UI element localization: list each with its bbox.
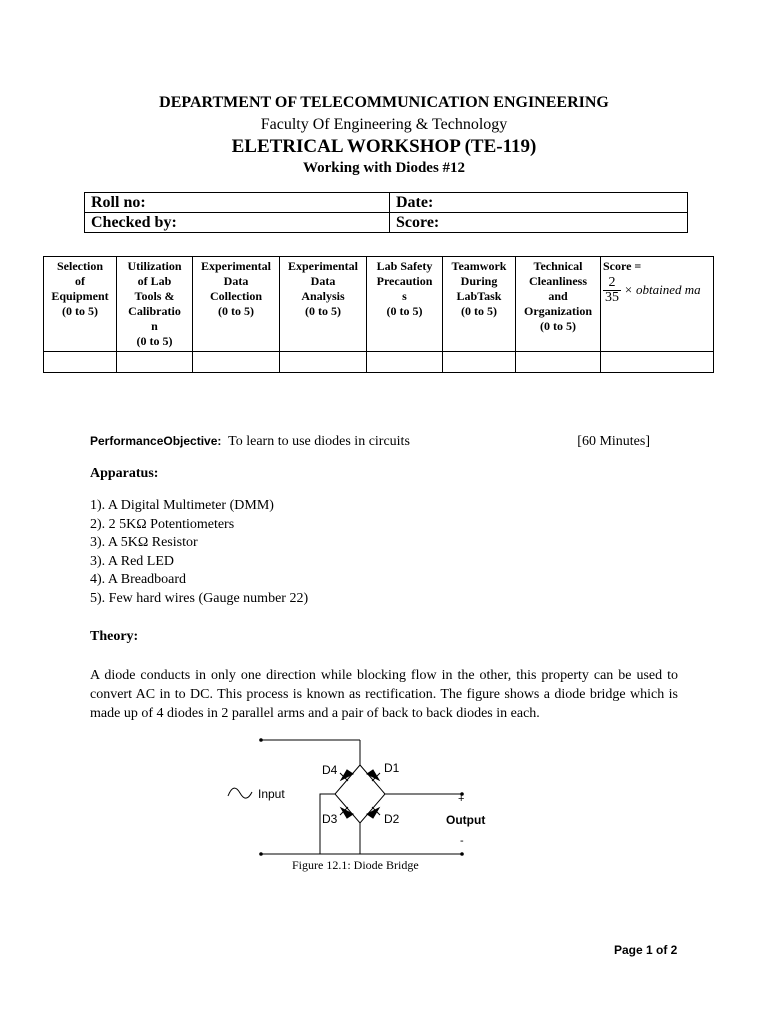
rubric-header-row [44, 257, 714, 352]
rubric-blank-cell[interactable] [601, 352, 714, 373]
rubric-criterion-line: Data [310, 274, 336, 288]
rubric-criterion-line: Technical [533, 259, 583, 273]
date-field: Date: [390, 193, 688, 213]
label-output: Output [446, 813, 486, 827]
score-expression: × obtained ma [624, 282, 701, 297]
score-numerator: 2 [603, 276, 621, 291]
rubric-criterion-line: (0 to 5) [461, 304, 497, 318]
rubric-blank-cell[interactable] [193, 352, 280, 373]
rubric-criterion-header [516, 257, 601, 352]
rubric-blank-cell[interactable] [367, 352, 443, 373]
label-plus: + [458, 793, 465, 805]
rubric-criterion-line: Precaution [376, 274, 433, 288]
diode-d1-icon [367, 770, 380, 781]
score-denominator: 35 [605, 290, 619, 305]
rubric-criterion-line: Experimental [201, 259, 271, 273]
roll-no-field: Roll no: [85, 193, 390, 213]
theory-heading: Theory: [90, 629, 139, 644]
label-d3: D3 [322, 812, 338, 826]
rubric-criterion-header [44, 257, 117, 352]
figure-caption: Figure 12.1: Diode Bridge [292, 858, 419, 872]
rubric-criterion-line: Data [223, 274, 249, 288]
rubric-blank-row [44, 352, 714, 373]
objective-label: PerformanceObjective: [90, 434, 222, 448]
faculty-title: Faculty Of Engineering & Technology [260, 116, 508, 133]
info-table [84, 192, 688, 233]
apparatus-item: 1). A Digital Multimeter (DMM) [90, 498, 274, 513]
label-d4: D4 [322, 763, 338, 777]
rubric-criterion-line: Lab Safety [376, 259, 433, 273]
rubric-criterion-line: Collection [210, 289, 262, 303]
apparatus-item: 4). A Breadboard [90, 572, 187, 587]
rubric-blank-cell[interactable] [516, 352, 601, 373]
apparatus-heading: Apparatus: [90, 466, 159, 481]
department-title: DEPARTMENT OF TELECOMMUNICATION ENGINEERING [159, 94, 609, 111]
apparatus-item: 2). 2 5KΩ Potentiometers [90, 516, 235, 532]
rubric-criterion-line: (0 to 5) [305, 304, 341, 318]
rubric-blank-cell[interactable] [44, 352, 117, 373]
score-fraction [603, 276, 621, 305]
rubric-blank-cell[interactable] [443, 352, 516, 373]
rubric-criterion-line: (0 to 5) [386, 304, 423, 318]
score-field: Score: [390, 213, 688, 233]
rubric-criterion-line: Cleanliness [528, 274, 587, 288]
lab-title: Working with Diodes #12 [302, 160, 466, 176]
diode-d3-icon [340, 807, 353, 818]
score-label: Score = [603, 259, 642, 273]
rubric-criterion-line: Calibratio [128, 304, 181, 318]
rubric-table [43, 256, 714, 373]
course-title: ELETRICAL WORKSHOP (TE-119) [231, 136, 537, 157]
rubric-criterion-line: s [402, 289, 407, 303]
rubric-criterion-line: of [75, 274, 85, 288]
label-input: Input [258, 787, 285, 801]
page-number: Page 1 of 2 [614, 943, 678, 957]
diode-bridge-figure [220, 730, 520, 860]
rubric-criterion-line: of Lab [137, 274, 172, 288]
rubric-criterion-line: Utilization [127, 259, 182, 273]
rubric-criterion-line: Teamwork [451, 259, 507, 273]
rubric-score-header [601, 257, 714, 352]
rubric-criterion-header [117, 257, 193, 352]
rubric-criterion-line: Organization [524, 304, 592, 318]
rubric-criterion-line: (0 to 5) [62, 304, 98, 318]
rubric-criterion-line: (0 to 5) [218, 304, 254, 318]
apparatus-item: 3). A 5KΩ Resistor [90, 535, 198, 550]
rubric-criterion-line: During [460, 274, 498, 288]
objective-text: To learn to use diodes in circuits [228, 434, 410, 449]
rubric-criterion-header [443, 257, 516, 352]
label-minus: - [460, 835, 464, 847]
theory-paragraph: A diode conducts in only one direction while blocking flow in the other, this property can be used to convert AC in to DC. This process is known as rectification. The figure shows a diode bridge which is made up of 4 diodes in 2 parallel arms and a pair of back to back diodes in each. [90, 668, 678, 721]
rubric-blank-cell[interactable] [280, 352, 367, 373]
rubric-criterion-line: Tools & [134, 289, 175, 303]
rubric-criterion-line: LabTask [456, 289, 502, 303]
rubric-criterion-line: (0 to 5) [540, 319, 576, 333]
rubric-criterion-line: Analysis [301, 289, 345, 303]
rubric-criterion-line: (0 to 5) [136, 334, 173, 348]
apparatus-item: 3). A Red LED [90, 553, 174, 569]
diode-d4-icon [340, 770, 353, 781]
rubric-criterion-header [367, 257, 443, 352]
rubric-criterion-header [193, 257, 280, 352]
diode-d2-icon [367, 807, 380, 818]
label-d1: D1 [384, 761, 400, 775]
objective-duration: [60 Minutes] [577, 434, 650, 449]
performance-objective [90, 434, 690, 450]
rubric-criterion-header [280, 257, 367, 352]
label-d2: D2 [384, 812, 400, 826]
rubric-criterion-line: n [151, 319, 158, 333]
rubric-blank-cell[interactable] [117, 352, 193, 373]
rubric-criterion-line: Equipment [51, 289, 109, 303]
rubric-criterion-line: Selection [57, 259, 103, 273]
rubric-criterion-line: and [548, 289, 568, 303]
apparatus-item: 5). Few hard wires (Gauge number 22) [90, 590, 309, 606]
checked-by-field: Checked by: [85, 213, 390, 233]
rubric-criterion-line: Experimental [288, 259, 358, 273]
apparatus-list [90, 497, 308, 608]
